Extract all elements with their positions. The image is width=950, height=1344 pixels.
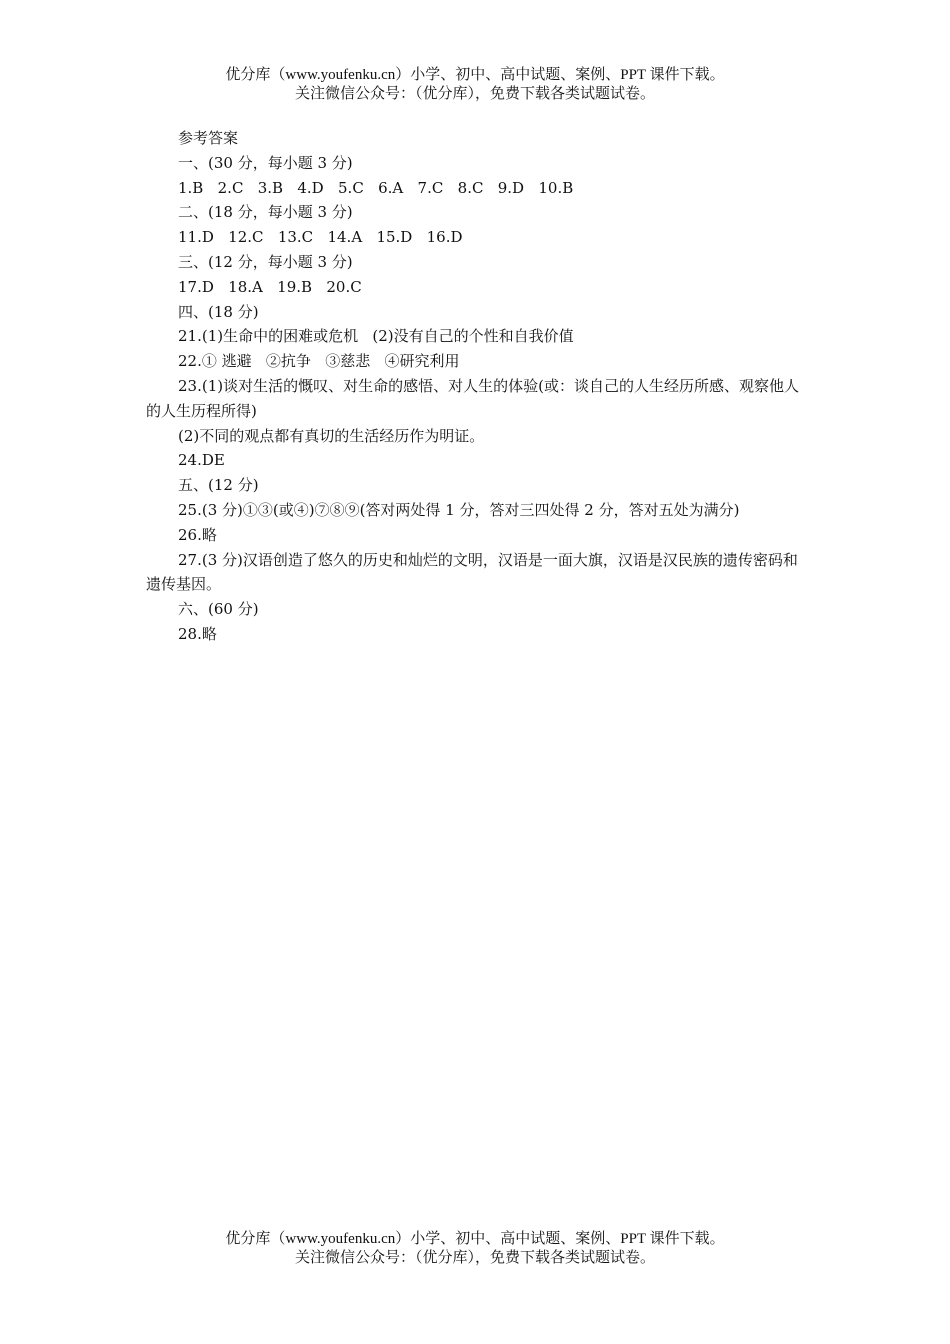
header-line-2: 关注微信公众号：（优分库），免费下载各类试题试卷。 bbox=[294, 86, 655, 102]
answer-line: 1.B 2.C 3.B 4.D 5.C 6.A 7.C 8.C 9.D 10.B bbox=[178, 178, 574, 197]
page-header bbox=[0, 66, 950, 104]
answer-line: 17.D 18.A 19.B 20.C bbox=[178, 277, 362, 296]
section-heading-3: 三、(12 分，每小题 3 分) bbox=[178, 252, 353, 271]
answer-line: 28.略 bbox=[178, 624, 217, 643]
answer-line: 24.DE bbox=[178, 451, 225, 470]
answer-line: 26.略 bbox=[178, 525, 217, 544]
answer-line: 11.D 12.C 13.C 14.A 15.D 16.D bbox=[178, 228, 463, 247]
answer-line: 22.① 逃避 ②抗争 ③慈悲 ④研究利用 bbox=[178, 352, 460, 371]
answer-key bbox=[146, 126, 810, 647]
answer-paragraph: 27.(3 分)汉语创造了悠久的历史和灿烂的文明，汉语是一面大旗，汉语是汉民族的遗传密码和遗传基因。 bbox=[146, 550, 798, 594]
answer-line: (2)不同的观点都有真切的生活经历作为明证。 bbox=[178, 426, 485, 445]
page-footer bbox=[0, 1230, 950, 1268]
section-heading-4: 四、(18 分) bbox=[178, 302, 259, 321]
answer-line: 21.(1)生命中的困难或危机 (2)没有自己的个性和自我价值 bbox=[178, 327, 574, 346]
footer-line-2: 关注微信公众号：（优分库），免费下载各类试题试卷。 bbox=[294, 1250, 655, 1266]
answer-paragraph: 23.(1)谈对生活的慨叹、对生命的感悟、对人生的体验(或：谈自己的人生经历所感、观察他人的人生历程所得) bbox=[146, 376, 799, 420]
section-heading-5: 五、(12 分) bbox=[178, 476, 259, 495]
footer-line-1: 优分库（www.youfenku.cn）小学、初中、高中试题、案例、PPT 课件下载。 bbox=[225, 1231, 725, 1247]
section-heading-2: 二、(18 分，每小题 3 分) bbox=[178, 203, 353, 222]
header-line-1: 优分库（www.youfenku.cn）小学、初中、高中试题、案例、PPT 课件下载。 bbox=[225, 67, 725, 83]
answer-line: 25.(3 分)①③(或④)⑦⑧⑨(答对两处得 1 分，答对三四处得 2 分，答对五处为满分) bbox=[178, 500, 740, 519]
section-heading-1: 一、(30 分，每小题 3 分) bbox=[178, 153, 353, 172]
section-heading-6: 六、(60 分) bbox=[178, 600, 259, 619]
answer-key-title: 参考答案 bbox=[178, 129, 239, 147]
